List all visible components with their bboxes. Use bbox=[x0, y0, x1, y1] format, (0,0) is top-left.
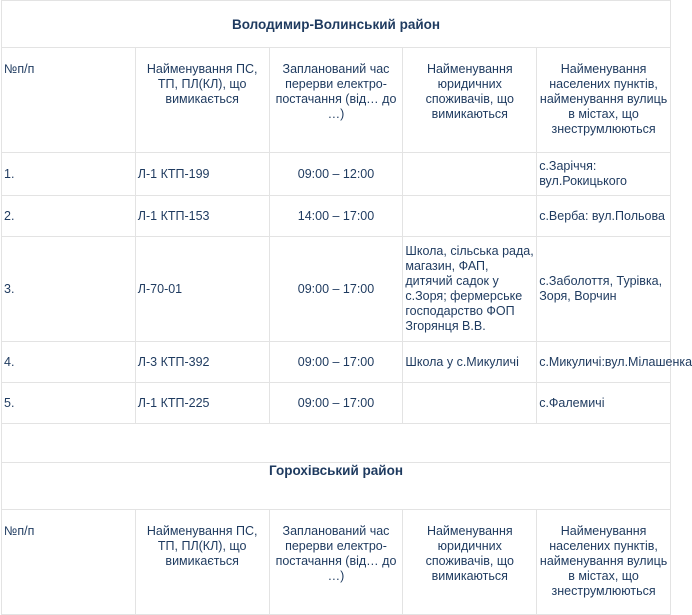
row-time: 09:00 – 17:00 bbox=[269, 342, 403, 383]
section-title: Володимир-Волинський район bbox=[2, 1, 671, 48]
table-row bbox=[2, 153, 671, 196]
row-num: 4. bbox=[2, 342, 136, 383]
header-num: №п/п bbox=[2, 48, 136, 153]
row-settlements: с.Микуличі:вул.Мілашенка bbox=[537, 342, 671, 383]
row-num: 2. bbox=[2, 196, 136, 237]
header-settlements: Найменування населених пунктів, найменування вулиць в містах, що знеструмлюються bbox=[537, 510, 671, 615]
row-settlements: с.Заболоття, Турівка, Зоря, Ворчин bbox=[537, 237, 671, 342]
row-object: Л-1 КТП-153 bbox=[135, 196, 269, 237]
row-object: Л-1 КТП-225 bbox=[135, 383, 269, 424]
row-consumers bbox=[403, 383, 537, 424]
row-time: 14:00 – 17:00 bbox=[269, 196, 403, 237]
row-num: 1. bbox=[2, 153, 136, 196]
row-consumers bbox=[403, 196, 537, 237]
section-spacer bbox=[2, 424, 671, 463]
table-row bbox=[2, 383, 671, 424]
row-object: Л-3 КТП-392 bbox=[135, 342, 269, 383]
header-consumers: Найменування юридичних споживачів, що вимикаються bbox=[403, 48, 537, 153]
header-time: Запланований час перерви електро-постачання (від… до …) bbox=[269, 48, 403, 153]
section-title-row bbox=[2, 463, 671, 510]
header-object: Найменування ПС, ТП, ПЛ(КЛ), що вимикається bbox=[135, 510, 269, 615]
header-settlements: Найменування населених пунктів, найменування вулиць в містах, що знеструмлюються bbox=[537, 48, 671, 153]
row-consumers: Школа у с.Микуличі bbox=[403, 342, 537, 383]
header-time: Запланований час перерви електро-постачання (від… до …) bbox=[269, 510, 403, 615]
table-row bbox=[2, 196, 671, 237]
header-object: Найменування ПС, ТП, ПЛ(КЛ), що вимикається bbox=[135, 48, 269, 153]
row-settlements: с.Заріччя: вул.Рокицького bbox=[537, 153, 671, 196]
row-time: 09:00 – 17:00 bbox=[269, 383, 403, 424]
row-settlements: с.Верба: вул.Польова bbox=[537, 196, 671, 237]
table-row bbox=[2, 237, 671, 342]
section-spacer-row bbox=[2, 424, 671, 463]
header-row bbox=[2, 48, 671, 153]
row-consumers bbox=[403, 153, 537, 196]
row-object: Л-1 КТП-199 bbox=[135, 153, 269, 196]
header-consumers: Найменування юридичних споживачів, що вимикаються bbox=[403, 510, 537, 615]
row-object: Л-70-01 bbox=[135, 237, 269, 342]
header-row bbox=[2, 510, 671, 615]
outage-schedule-table bbox=[1, 0, 692, 615]
row-settlements: с.Фалемичі bbox=[537, 383, 671, 424]
row-consumers: Школа, сільська рада, магазин, ФАП, дитячий садок у с.Зоря; фермерське господарство ФОП Згорянця В.В. bbox=[403, 237, 537, 342]
row-time: 09:00 – 17:00 bbox=[269, 237, 403, 342]
row-num: 3. bbox=[2, 237, 136, 342]
section-title-row bbox=[2, 1, 671, 48]
section-title: Горохівський район bbox=[2, 463, 671, 510]
table-row bbox=[2, 342, 671, 383]
row-num: 5. bbox=[2, 383, 136, 424]
header-num: №п/п bbox=[2, 510, 136, 615]
row-time: 09:00 – 12:00 bbox=[269, 153, 403, 196]
